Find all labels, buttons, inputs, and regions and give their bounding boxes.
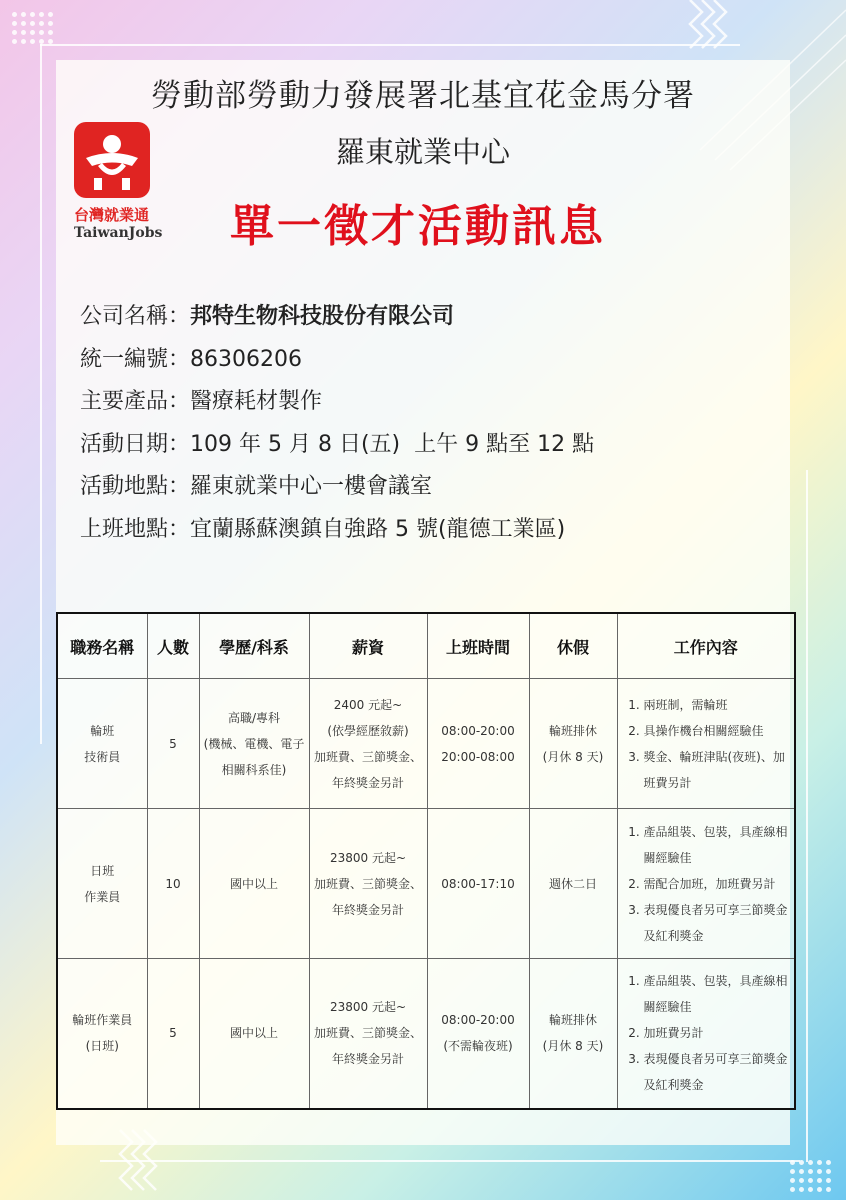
taiwanjobs-logo-icon [74, 122, 150, 198]
count-cell: 10 [147, 809, 199, 959]
list-item: 2. 需配合加班，加班費另計 [644, 871, 791, 897]
info-label: 公司名稱： [80, 304, 191, 329]
education-cell: 國中以上 [199, 809, 309, 959]
info-label: 活動地點： [80, 474, 191, 499]
center-title: 羅東就業中心 [335, 135, 510, 169]
taiwanjobs-logo [74, 122, 170, 241]
info-work-location [80, 509, 594, 552]
table-row [57, 809, 795, 959]
leave-cell: 週休二日 [529, 809, 617, 959]
list-item: 1. 產品組裝、包裝，具產線相關經驗佳 [644, 819, 791, 871]
info-value: 宜蘭縣蘇澳鎮自強路 5 號(龍德工業區) [190, 516, 566, 542]
info-value: 醫療耗材製作 [190, 389, 323, 414]
info-date [80, 424, 594, 467]
col-header: 薪資 [309, 613, 427, 679]
info-value: 109 年 5 月 8 日(五) 上午 9 點至 12 點 [190, 431, 595, 457]
job-title-cell: 輪班 技術員 [57, 679, 147, 809]
page-title: 單一徵才活動訊息 [230, 201, 606, 252]
info-value: 86306206 [190, 346, 302, 372]
col-header: 休假 [529, 613, 617, 679]
table-row [57, 679, 795, 809]
leave-cell: 輪班排休 (月休 8 天) [529, 959, 617, 1109]
salary-cell: 23800 元起~ 加班費、三節獎金、 年終獎金另計 [309, 959, 427, 1109]
duties-cell [617, 679, 795, 809]
agency-title: 勞動部勞動力發展署北基宜花金馬分署 [151, 78, 695, 114]
list-item: 3. 表現優良者另可享三節獎金及紅利獎金 [644, 897, 791, 949]
job-title-cell: 日班 作業員 [57, 809, 147, 959]
dot-pattern [12, 12, 53, 44]
col-header: 工作內容 [617, 613, 795, 679]
col-header: 學歷/科系 [199, 613, 309, 679]
salary-cell: 2400 元起~ (依學經歷敘薪) 加班費、三節獎金、 年終獎金另計 [309, 679, 427, 809]
logo-name-en: TaiwanJobs [74, 225, 163, 241]
list-item: 3. 表現優良者另可享三節獎金及紅利獎金 [644, 1046, 791, 1098]
hours-cell: 08:00-20:00 (不需輪夜班) [427, 959, 529, 1109]
duties-cell [617, 959, 795, 1109]
info-value: 羅東就業中心一樓會議室 [190, 474, 433, 499]
list-item: 2. 加班費另計 [644, 1020, 791, 1046]
table-header-row [57, 613, 795, 679]
info-company [80, 296, 594, 339]
count-cell: 5 [147, 959, 199, 1109]
info-product [80, 381, 594, 424]
hours-cell: 08:00-20:00 20:00-08:00 [427, 679, 529, 809]
info-label: 活動日期： [80, 431, 191, 457]
col-header: 人數 [147, 613, 199, 679]
col-header: 職務名稱 [57, 613, 147, 679]
event-info [80, 296, 594, 551]
info-venue [80, 466, 594, 509]
dot-pattern [790, 1160, 831, 1192]
col-header: 上班時間 [427, 613, 529, 679]
leave-cell: 輪班排休 (月休 8 天) [529, 679, 617, 809]
logo-name-zh: 台灣就業通 [74, 206, 150, 224]
job-table [56, 612, 796, 1110]
education-cell: 國中以上 [199, 959, 309, 1109]
duties-cell [617, 809, 795, 959]
salary-cell: 23800 元起~ 加班費、三節獎金、 年終獎金另計 [309, 809, 427, 959]
info-label: 統一編號： [80, 346, 191, 372]
list-item: 1. 兩班制，需輪班 [644, 692, 791, 718]
count-cell: 5 [147, 679, 199, 809]
table-row [57, 959, 795, 1109]
list-item: 1. 產品組裝、包裝，具產線相關經驗佳 [644, 968, 791, 1020]
list-item: 2. 具操作機台相關經驗佳 [644, 718, 791, 744]
job-title-cell: 輪班作業員 (日班) [57, 959, 147, 1109]
list-item: 3. 獎金、輪班津貼(夜班)、加班費另計 [644, 744, 791, 796]
info-value: 邦特生物科技股份有限公司 [190, 304, 455, 329]
education-cell: 高職/專科 (機械、電機、電子 相關科系佳) [199, 679, 309, 809]
hours-cell: 08:00-17:10 [427, 809, 529, 959]
info-tax-id [80, 339, 594, 382]
info-label: 主要產品： [80, 389, 191, 414]
info-label: 上班地點： [80, 516, 191, 542]
